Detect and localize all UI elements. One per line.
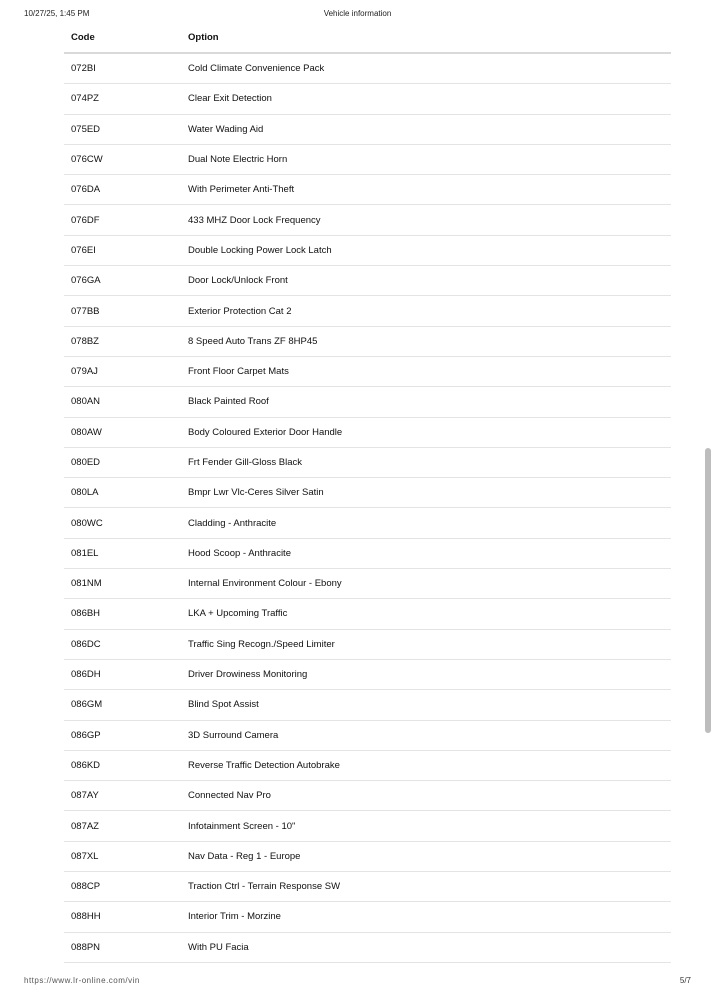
option-code: 088HH	[71, 911, 101, 923]
option-description: Body Coloured Exterior Door Handle	[188, 426, 343, 438]
table-row	[64, 781, 671, 811]
table-row	[64, 539, 671, 569]
table-body	[64, 54, 671, 963]
option-description: Infotainment Screen - 10"	[188, 820, 296, 832]
table-row	[64, 872, 671, 902]
option-description: Reverse Traffic Detection Autobrake	[188, 759, 340, 771]
option-description: LKA + Upcoming Traffic	[188, 608, 288, 620]
table-row	[64, 84, 671, 114]
print-header	[24, 9, 691, 21]
option-description: Dual Note Electric Horn	[188, 154, 288, 166]
option-code: 076DA	[71, 184, 101, 196]
table-row	[64, 630, 671, 660]
footer-url[interactable]: https://www.lr-online.com/vin	[24, 976, 140, 985]
option-description: With PU Facia	[188, 941, 249, 953]
option-code: 086DH	[71, 669, 101, 681]
option-code: 086DC	[71, 638, 101, 650]
table-row	[64, 721, 671, 751]
column-header-option: Option	[188, 31, 219, 43]
option-code: 086BH	[71, 608, 101, 620]
table-row	[64, 690, 671, 720]
option-description: Blind Spot Assist	[188, 699, 259, 711]
table-row	[64, 842, 671, 872]
option-description: Driver Drowiness Monitoring	[188, 669, 308, 681]
option-description: Interior Trim - Morzine	[188, 911, 281, 923]
option-code: 086GP	[71, 729, 101, 741]
table-row	[64, 418, 671, 448]
option-code: 086GM	[71, 699, 103, 711]
option-code: 079AJ	[71, 366, 98, 378]
option-description: Connected Nav Pro	[188, 790, 271, 802]
option-code: 080WC	[71, 517, 103, 529]
option-description: Exterior Protection Cat 2	[188, 305, 292, 317]
table-row	[64, 236, 671, 266]
table-row	[64, 327, 671, 357]
option-code: 077BB	[71, 305, 100, 317]
option-description: Cold Climate Convenience Pack	[188, 63, 325, 75]
option-description: Hood Scoop - Anthracite	[188, 547, 291, 559]
table-row	[64, 751, 671, 781]
option-description: 3D Surround Camera	[188, 729, 279, 741]
option-description: Water Wading Aid	[188, 123, 264, 135]
table-row	[64, 478, 671, 508]
table-row	[64, 508, 671, 538]
table-row	[64, 175, 671, 205]
table-row	[64, 115, 671, 145]
option-code: 087AZ	[71, 820, 99, 832]
option-description: With Perimeter Anti-Theft	[188, 184, 295, 196]
option-description: Traffic Sing Recogn./Speed Limiter	[188, 638, 335, 650]
option-code: 088CP	[71, 881, 101, 893]
option-description: Clear Exit Detection	[188, 93, 272, 105]
option-code: 076EI	[71, 244, 96, 256]
option-description: Traction Ctrl - Terrain Response SW	[188, 881, 341, 893]
table-row	[64, 660, 671, 690]
option-code: 080AW	[71, 426, 102, 438]
table-row	[64, 145, 671, 175]
option-code: 076GA	[71, 275, 101, 287]
option-code: 088PN	[71, 941, 101, 953]
table-row	[64, 296, 671, 326]
options-table	[64, 22, 671, 963]
option-description: Door Lock/Unlock Front	[188, 275, 288, 287]
option-code: 078BZ	[71, 335, 99, 347]
option-code: 087AY	[71, 790, 99, 802]
table-row	[64, 902, 671, 932]
table-row	[64, 448, 671, 478]
option-code: 080LA	[71, 487, 99, 499]
option-description: Double Locking Power Lock Latch	[188, 244, 332, 256]
table-row	[64, 266, 671, 296]
option-description: Frt Fender Gill-Gloss Black	[188, 457, 303, 468]
table-row	[64, 569, 671, 599]
table-row	[64, 599, 671, 629]
page-number: 5/7	[679, 976, 691, 985]
table-header-row	[64, 22, 671, 54]
option-code: 081EL	[71, 547, 99, 559]
scrollbar-thumb[interactable]	[705, 448, 711, 733]
option-code: 087XL	[71, 850, 99, 862]
option-description: Internal Environment Colour - Ebony	[188, 578, 342, 590]
option-description: Cladding - Anthracite	[188, 517, 277, 529]
option-code: 080ED	[71, 457, 101, 468]
print-date: 10/27/25, 1:45 PM	[24, 9, 90, 18]
table-row	[64, 205, 671, 235]
option-code: 075ED	[71, 123, 101, 135]
table-row	[64, 357, 671, 387]
option-code: 080AN	[71, 396, 101, 408]
option-description: 433 MHZ Door Lock Frequency	[188, 214, 321, 226]
option-code: 076CW	[71, 154, 103, 166]
table-row	[64, 54, 671, 84]
column-header-code: Code	[71, 31, 95, 43]
option-description: Black Painted Roof	[188, 396, 269, 408]
option-description: 8 Speed Auto Trans ZF 8HP45	[188, 335, 318, 347]
option-code: 081NM	[71, 578, 102, 590]
option-description: Front Floor Carpet Mats	[188, 366, 289, 378]
option-description: Nav Data - Reg 1 - Europe	[188, 850, 301, 862]
option-code: 076DF	[71, 214, 100, 226]
option-description: Bmpr Lwr Vlc-Ceres Silver Satin	[188, 487, 324, 499]
table-row	[64, 387, 671, 417]
table-row	[64, 933, 671, 963]
print-footer	[24, 976, 691, 988]
option-code: 086KD	[71, 759, 101, 771]
option-code: 072BI	[71, 63, 96, 75]
print-title: Vehicle information	[323, 9, 392, 18]
option-code: 074PZ	[71, 93, 99, 105]
table-row	[64, 811, 671, 841]
